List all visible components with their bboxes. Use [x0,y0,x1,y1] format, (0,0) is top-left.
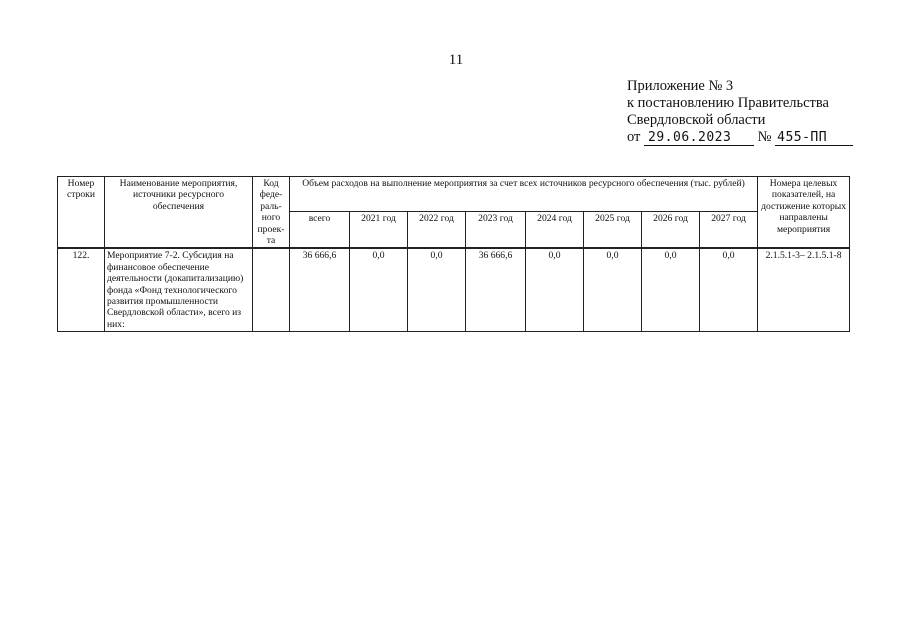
header-code: Код феде-раль-ного проек-та [253,177,290,249]
header-year: 2024 год [526,212,584,249]
header-year: 2026 год [642,212,700,249]
header-volume: Объем расходов на выполнение мероприятия за счет всех источников ресурсного обеспечения (тыс. рублей) [290,177,758,212]
header-year: 2025 год [584,212,642,249]
row-value: 0,0 [408,248,466,331]
row-value: 36 666,6 [466,248,526,331]
row-code [253,248,290,331]
header-year: 2023 год [466,212,526,249]
from-label: от [627,129,641,145]
header-name: Наименование мероприятия, источники ресурсного обеспечения [105,177,253,249]
page-number: 11 [448,52,464,68]
row-name: Мероприятие 7-2. Субсидия на финансовое обеспечение деятельности (докапитализацию) фонда «Фонд технологического развития промышленности Свердловской области», всего из них: [105,248,253,331]
header-year: 2022 год [408,212,466,249]
annex-line-region: Свердловской области [627,112,766,128]
row-number: 122. [58,248,105,331]
row-value: 0,0 [642,248,700,331]
row-value: 0,0 [526,248,584,331]
row-value: 0,0 [350,248,408,331]
row-targets: 2.1.5.1-3– 2.1.5.1-8 [758,248,850,331]
header-year: 2021 год [350,212,408,249]
annex-header [627,78,853,146]
row-total: 36 666,6 [290,248,350,331]
annex-line-decree: к постановлению Правительства [627,95,829,111]
row-value: 0,0 [700,248,758,331]
header-row-main [58,177,850,212]
expenditure-table [57,176,850,332]
decree-number: 455-ПП [775,131,853,146]
row-value: 0,0 [584,248,642,331]
annex-line-date-number [627,129,853,146]
header-targets: Номера целевых показателей, на достижение которых направлены мероприятия [758,177,850,249]
header-total: всего [290,212,350,249]
number-label: № [757,129,772,145]
decree-date: 29.06.2023 [644,131,754,146]
header-year: 2027 год [700,212,758,249]
header-row-number: Номер строки [58,177,105,249]
annex-title: Приложение № 3 [627,78,734,94]
table-row [58,248,850,331]
